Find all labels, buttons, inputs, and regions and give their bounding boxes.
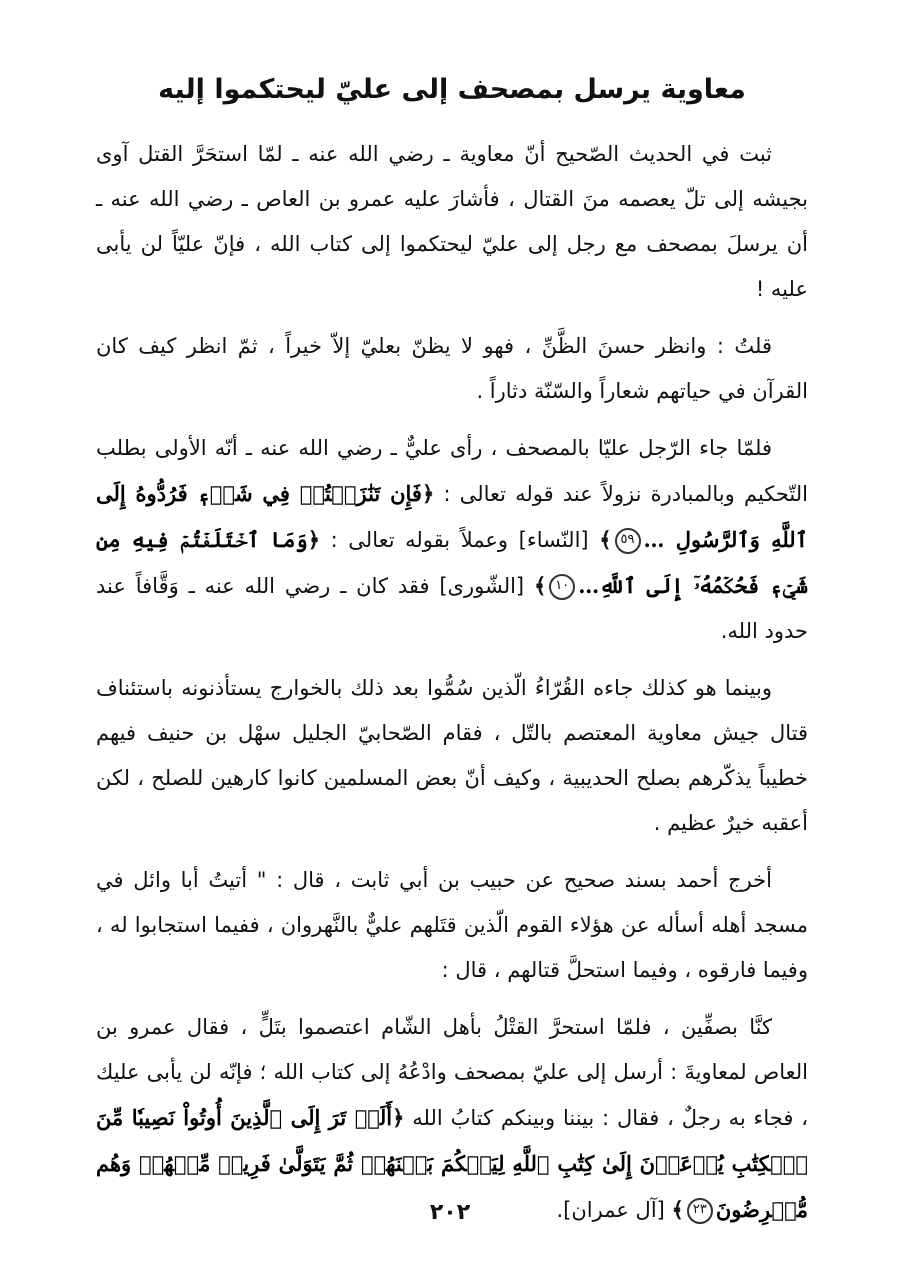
paragraph-3-mid: وعملاً بقوله تعالى : <box>330 528 509 552</box>
page-body <box>96 70 808 1245</box>
paragraph-3-end: فقد كان ـ رضي الله عنه ـ وَقَّافاً عند حدود الله. <box>96 574 808 643</box>
paragraph-6 <box>96 1005 808 1233</box>
paragraph-4: وبينما هو كذلك جاءه القُرّاءُ الّذين سُمُّوا بعد ذلك بالخوارج يستأذنونه باستئناف قتال جيش معاوية المعتصم بالتّل ، فقام الصّحابيّ الجليل سهْل بن حنيف فيهم خطيباً يذكّرهم بصلح الحديبية ، وكيف أنّ بعض المسلمين كانوا كارهين للصلح ، لكن أعقبه خيرٌ عظيم . <box>96 676 808 835</box>
page-number: ٢٠٢ <box>429 1200 471 1225</box>
ayah-number-marker: ٢٣ <box>687 1198 713 1224</box>
paragraph-6-intro: كنَّا بصفِّين ، فلمّا استحرَّ القتْلُ بأهل الشّام اعتصموا بتَلٍّ ، فقال عمرو بن العاص لمعاويةَ : أرسل إلى عليّ بمصحف وادْعُهُ إلى كتاب الله ؛ فإنّه لن يأبى عليك ، فجاء به رجلٌ ، فقال : بيننا وبينكم كتابُ الله <box>96 1015 808 1130</box>
quran-verse-nisa: فَإِن تَنَٰزَعۡتُمۡ فِي شَيۡءٖ فَرُدُّوهُ إِلَى ٱللَّهِ وَٱلرَّسُولِ … <box>96 481 808 552</box>
paragraph-5: أخرج أحمد بسند صحيح عن حبيب بن أبي ثابت ، قال : " أتيتُ أبا وائل في مسجد أهله أسأله عن هؤلاء القوم الّذين قتَلهم عليٌّ بالنَّهروان ، ففيما استجابوا له ، وفيما فارقوه ، وفيما استحلَّ قتالهم ، قال : <box>96 868 808 982</box>
paragraph-3 <box>96 426 808 654</box>
quran-verse-shura: وَمَا ٱخۡتَلَفۡتُمۡ فِيهِ مِن شَيۡءٖ فَحُكۡمُهُۥٓ إِلَى ٱللَّهِ… <box>96 527 808 598</box>
ornate-bracket-close: ﴾ <box>599 527 612 552</box>
quran-verse-imran: أَلَمۡ تَرَ إِلَى ٱلَّذِينَ أُوتُواْ نَصِيبٗا مِّنَ ٱلۡكِتَٰبِ يُدۡعَوۡنَ إِلَىٰ كِتَٰبِ ٱللَّهِ لِيَحۡكُمَ بَيۡنَهُمۡ ثُمَّ يَتَوَلَّىٰ فَرِيقٞ مِّنۡهُمۡ وَهُم مُّعۡرِضُونَ <box>96 1105 808 1222</box>
ornate-bracket-close: ﴾ <box>533 573 547 598</box>
ornate-bracket-open: ﴿ <box>392 1105 405 1130</box>
paragraph-3-intro: فلمّا جاء الرّجل عليّا بالمصحف ، رأى عليٌّ ـ رضي الله عنه ـ أنّه الأولى بطلب التّحكيم وبالمبادرة نزولاً عند قوله تعالى : <box>96 436 809 506</box>
verse-reference-nisa: [النّساء] <box>518 528 589 552</box>
verse-reference-imran: [آل عمران]. <box>556 1198 665 1222</box>
verse-reference-shura: [الشّورى] <box>439 574 525 598</box>
ayah-number-marker: ١٠ <box>549 574 575 600</box>
ornate-bracket-open: ﴿ <box>421 481 435 506</box>
ornate-bracket-open: ﴿ <box>307 527 321 552</box>
paragraph-1: ثبت في الحديث الصّحيح أنّ معاوية ـ رضي الله عنه ـ لمّا استحَرَّ القتل آوى بجيشه إلى تلّ يعصمه منَ القتال ، فأشارَ عليه عمرو بن العاص ـ رضي الله عنه ـ أن يرسلَ بمصحف مع رجل إلى عليّ ليحتكموا إلى كتاب الله ، فإنّ عليّاً لن يأبى عليه ! <box>96 142 808 301</box>
paragraph-2: قلتُ : وانظر حسنَ الظَّنِّ ، فهو لا يظنّ بعليّ إلاّ خيراً ، ثمّ انظر كيف كان القرآن في حياتهم شعاراً والسّنّة دثاراً . <box>96 334 808 403</box>
ornate-bracket-close: ﴾ <box>671 1197 684 1222</box>
page-title: معاوية يرسل بمصحف إلى عليّ ليحتكموا إليه <box>158 74 746 105</box>
ayah-number-marker: ٥٩ <box>615 528 641 554</box>
